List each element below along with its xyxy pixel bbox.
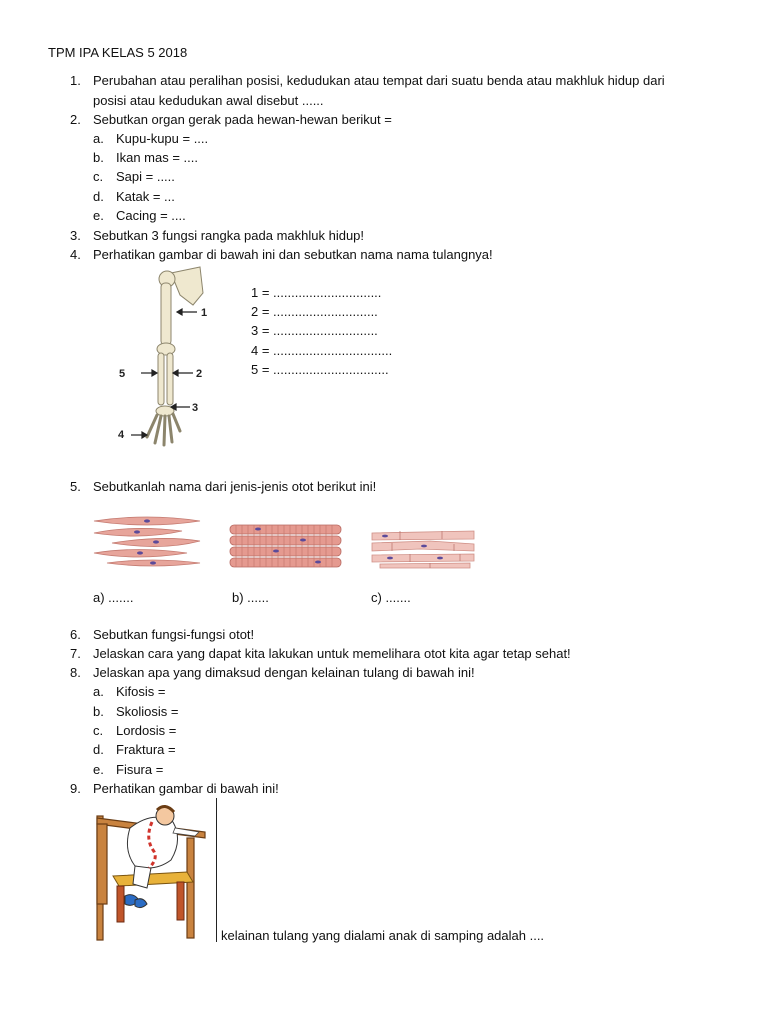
q4-answer-line: 5 = ................................	[251, 362, 389, 377]
skeletal-muscle-image	[228, 523, 343, 569]
q2-item-letter: d.	[93, 189, 104, 204]
q1-number: 1.	[70, 73, 81, 88]
q4-answer-line: 3 = .............................	[251, 323, 378, 338]
student-posture-figure	[95, 800, 220, 942]
q2-item-text: Cacing = ....	[116, 208, 186, 223]
q2-item-text: Kupu-kupu = ....	[116, 131, 209, 146]
q8-item-text: Fisura =	[116, 762, 164, 777]
q8-item-text: Kifosis =	[116, 684, 166, 699]
q4-answer-line: 1 = ..............................	[251, 285, 382, 300]
muscle-option-a: a) .......	[93, 590, 134, 605]
figure-divider-line	[216, 798, 217, 942]
q1-text-line1: Perubahan atau peralihan posisi, kedudukan atau tempat dari suatu benda atau makhluk hidup dari	[93, 73, 665, 88]
q8-item-text: Skoliosis =	[116, 704, 179, 719]
child-shoe	[135, 899, 147, 908]
q8-text: Jelaskan apa yang dimaksud dengan kelainan tulang di bawah ini!	[93, 665, 475, 680]
q2-item-letter: b.	[93, 150, 104, 165]
q2-item-text: Ikan mas = ....	[116, 150, 199, 165]
q8-item-letter: e.	[93, 762, 104, 777]
q4-answer-line: 4 = .................................	[251, 343, 393, 358]
arm-skeleton-figure	[105, 265, 235, 450]
muscle-option-c: c) .......	[371, 590, 411, 605]
desk-front-leg	[187, 838, 194, 938]
scapula-shape	[171, 267, 203, 305]
q4-text: Perhatikan gambar di bawah ini dan sebutkan nama nama tulangnya!	[93, 247, 493, 262]
q6-text: Sebutkan fungsi-fungsi otot!	[93, 627, 255, 642]
q8-item-text: Fraktura =	[116, 742, 176, 757]
chair-leg	[117, 886, 124, 922]
q8-item-letter: b.	[93, 704, 104, 719]
q2-number: 2.	[70, 112, 81, 127]
page-title: TPM IPA KELAS 5 2018	[48, 45, 188, 60]
q5-text: Sebutkanlah nama dari jenis-jenis otot berikut ini!	[93, 479, 377, 494]
q7-text: Jelaskan cara yang dapat kita lakukan untuk memelihara otot kita agar tetap sehat!	[93, 646, 571, 661]
q6-number: 6.	[70, 627, 81, 642]
q9-number: 9.	[70, 781, 81, 796]
q3-number: 3.	[70, 228, 81, 243]
q3-text: Sebutkan 3 fungsi rangka pada makhluk hidup!	[93, 228, 365, 243]
q2-item-letter: a.	[93, 131, 104, 146]
q2-item-letter: c.	[93, 169, 104, 184]
bone-label: 4	[118, 429, 125, 441]
q2-item-text: Katak = ...	[116, 189, 175, 204]
humerus-shape	[161, 283, 171, 345]
q4-answer-line: 2 = .............................	[251, 304, 378, 319]
q8-number: 8.	[70, 665, 81, 680]
bone-label: 5	[119, 368, 126, 380]
q2-text: Sebutkan organ gerak pada hewan-hewan berikut =	[93, 112, 392, 127]
bone-label: 1	[201, 307, 208, 319]
q7-number: 7.	[70, 646, 81, 661]
phalanges-shape	[147, 414, 180, 445]
q2-item-text: Sapi = .....	[116, 169, 175, 184]
q8-item-letter: c.	[93, 723, 104, 738]
q8-item-text: Lordosis =	[116, 723, 177, 738]
radius-shape	[167, 353, 173, 405]
chair-leg	[177, 882, 184, 920]
ulna-shape	[158, 353, 164, 405]
q5-number: 5.	[70, 479, 81, 494]
q8-item-letter: d.	[93, 742, 104, 757]
bone-label: 3	[192, 402, 199, 414]
q1-text-line2: posisi atau kedudukan awal disebut ......	[93, 93, 324, 108]
q9-text: Perhatikan gambar di bawah ini!	[93, 781, 279, 796]
q4-number: 4.	[70, 247, 81, 262]
cardiac-muscle-image	[370, 527, 476, 569]
bone-label: 2	[196, 368, 203, 380]
smooth-muscle-image	[92, 513, 202, 569]
q9-caption: kelainan tulang yang dialami anak di samping adalah ....	[221, 928, 545, 943]
desk-side	[97, 824, 107, 904]
q2-item-letter: e.	[93, 208, 104, 223]
child-shirt	[127, 817, 177, 868]
muscle-option-b: b) ......	[232, 590, 269, 605]
q8-item-letter: a.	[93, 684, 104, 699]
